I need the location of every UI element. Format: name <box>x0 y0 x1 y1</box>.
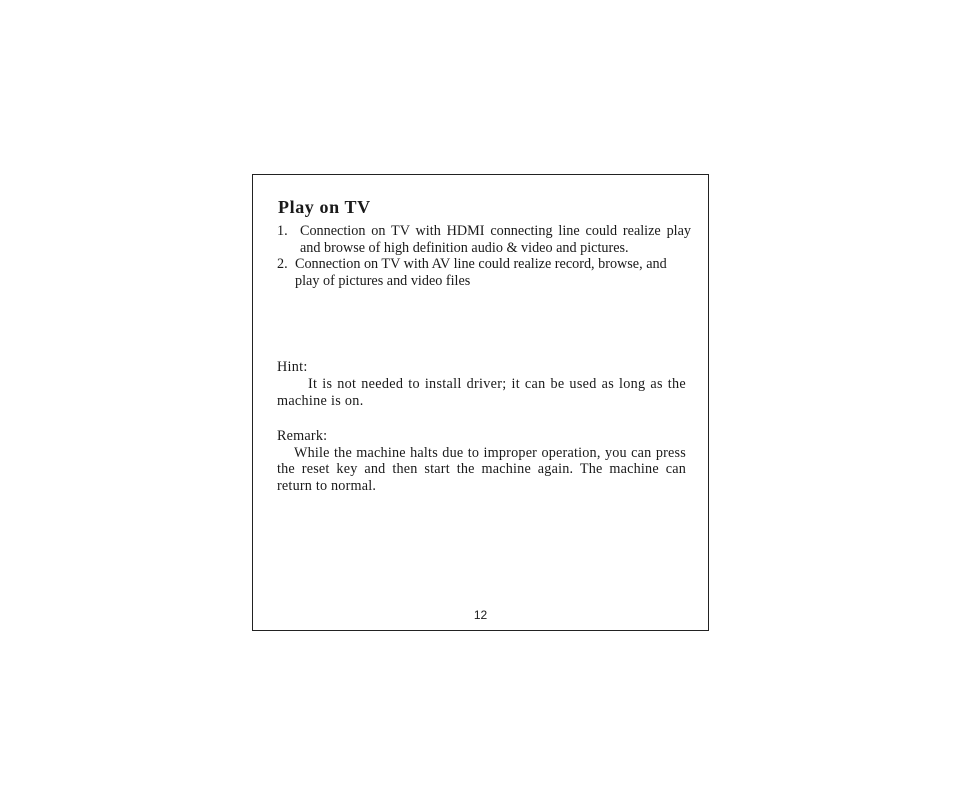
section-title: Play on TV <box>278 197 371 217</box>
feature-list <box>277 223 691 289</box>
hint-text: It is not needed to install driver; it can be used as long as the machine is on. <box>277 376 686 409</box>
hint-section <box>277 359 686 410</box>
list-item-text: Connection on TV with HDMI connecting line could realize play and browse of high definition audio & video and pictures. <box>300 223 691 256</box>
remark-text: While the machine halts due to improper operation, you can press the reset key and then start the machine again. The machine can return to normal. <box>277 444 686 494</box>
list-item <box>277 223 691 256</box>
remark-section <box>277 428 686 494</box>
remark-label: Remark: <box>277 428 328 444</box>
list-item <box>277 256 691 289</box>
manual-page <box>252 174 709 631</box>
list-item-text: Connection on TV with AV line could realize record, browse, and play of pictures and video files <box>295 256 667 289</box>
hint-label: Hint: <box>277 359 308 375</box>
page-number: 12 <box>473 608 488 622</box>
list-item-number: 2. <box>277 256 288 272</box>
list-item-number: 1. <box>277 223 288 239</box>
